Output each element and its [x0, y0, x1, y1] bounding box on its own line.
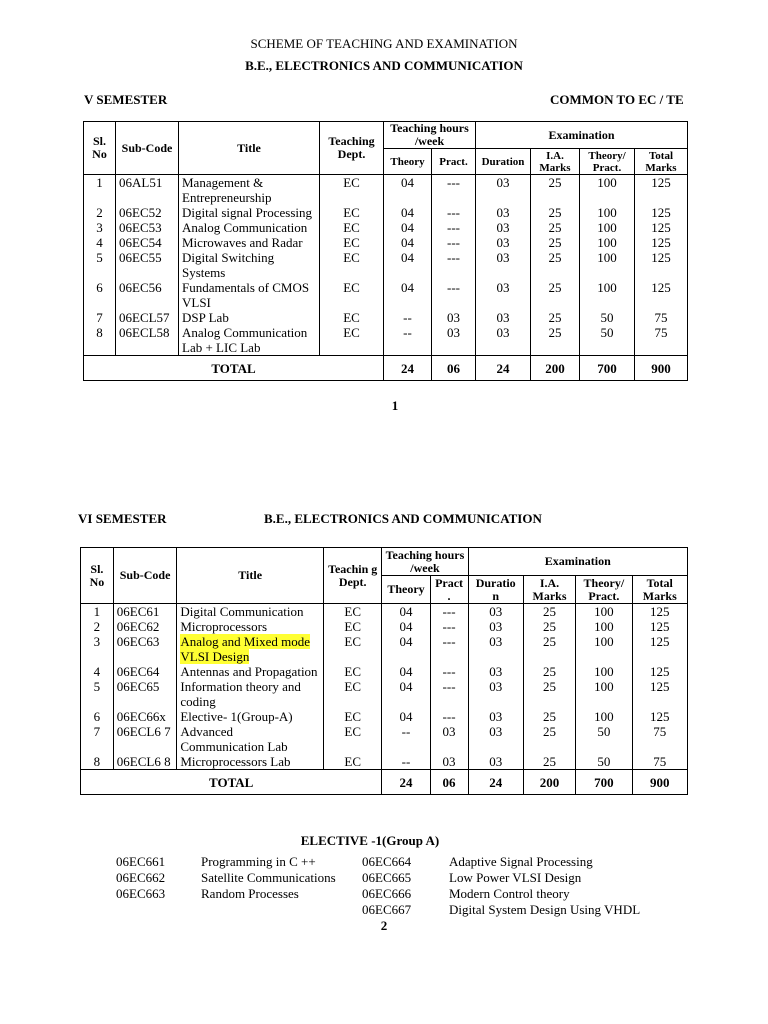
cell-code: 06EC66x [113, 709, 177, 724]
cell-code: 06EC63 [113, 634, 177, 664]
cell-ia: 25 [531, 175, 580, 206]
branch-heading: B.E., ELECTRONICS AND COMMUNICATION [264, 511, 542, 526]
col-exam: Examination [468, 548, 687, 576]
cell-theory: 04 [384, 250, 432, 280]
elective-name: Programming in C ++ [201, 854, 316, 869]
common-label: COMMON TO EC / TE [550, 92, 684, 107]
cell-tp: 100 [576, 679, 632, 709]
cell-code: 06EC61 [113, 604, 177, 620]
cell-code: 06ECL6 7 [113, 724, 177, 754]
cell-dept: EC [323, 634, 381, 664]
col-pract: Pract. [432, 149, 476, 175]
cell-tp: 100 [580, 205, 635, 220]
col-tp: Theory/ Pract. [576, 576, 632, 604]
cell-pract: --- [432, 250, 476, 280]
page-number: 1 [391, 398, 399, 413]
cell-title: Management & Entrepreneurship [179, 175, 320, 206]
list-item [116, 870, 336, 886]
cell-tp: 100 [580, 235, 635, 250]
elective-code: 06EC664 [362, 854, 412, 869]
col-total: Total Marks [635, 149, 688, 175]
elective-list-right [362, 854, 640, 918]
cell-dept: EC [320, 235, 384, 250]
elective-code: 06EC665 [362, 870, 412, 885]
cell-ia: 25 [531, 280, 580, 310]
cell-dept: EC [323, 679, 381, 709]
cell-code: 06EC56 [116, 280, 179, 310]
table-row [81, 709, 688, 724]
elective-name: Adaptive Signal Processing [449, 854, 593, 869]
cell-duration: 03 [468, 664, 523, 679]
cell-dept: EC [323, 604, 381, 620]
total-theory: 24 [382, 770, 430, 795]
col-title: Title [179, 122, 320, 175]
cell-total: 125 [632, 604, 687, 620]
semester-6-table [80, 547, 688, 795]
cell-pract: 03 [430, 724, 468, 754]
col-theory: Theory [384, 149, 432, 175]
cell-duration: 03 [476, 325, 531, 356]
table-row [84, 310, 688, 325]
cell-total: 75 [632, 754, 687, 770]
col-hours: Teaching hours /week [382, 548, 468, 576]
col-ia: I.A. Marks [523, 576, 575, 604]
semester-5-table [83, 121, 688, 381]
cell-sl: 7 [81, 724, 114, 754]
col-dept: Teaching Dept. [320, 122, 384, 175]
cell-theory: 04 [382, 619, 430, 634]
cell-pract: --- [430, 604, 468, 620]
cell-duration: 03 [476, 220, 531, 235]
cell-duration: 03 [476, 280, 531, 310]
cell-total: 125 [635, 280, 688, 310]
list-item [116, 886, 336, 902]
cell-title: Microwaves and Radar [179, 235, 320, 250]
table-row [84, 325, 688, 356]
cell-dept: EC [320, 250, 384, 280]
col-tp: Theory/ Pract. [580, 149, 635, 175]
cell-total: 125 [635, 175, 688, 206]
total-tp: 700 [580, 356, 635, 381]
cell-sl: 5 [81, 679, 114, 709]
col-code: Sub-Code [113, 548, 177, 604]
cell-ia: 25 [531, 205, 580, 220]
cell-pract: --- [432, 175, 476, 206]
table-row [84, 280, 688, 310]
highlighted-title: Analog and Mixed mode VLSI Design [180, 634, 310, 664]
col-dept: Teachin g Dept. [323, 548, 381, 604]
elective-name: Random Processes [201, 886, 299, 901]
list-item [362, 886, 640, 902]
cell-duration: 03 [476, 310, 531, 325]
cell-title: Antennas and Propagation [177, 664, 324, 679]
cell-tp: 100 [576, 664, 632, 679]
table-row [81, 679, 688, 709]
cell-duration: 03 [476, 235, 531, 250]
table-row [84, 250, 688, 280]
cell-theory: -- [382, 724, 430, 754]
elective-name: Low Power VLSI Design [449, 870, 582, 885]
elective-code: 06EC666 [362, 886, 412, 901]
list-item [362, 870, 640, 886]
cell-title: Information theory and coding [177, 679, 324, 709]
cell-title: DSP Lab [179, 310, 320, 325]
cell-ia: 25 [523, 754, 575, 770]
branch-heading: B.E., ELECTRONICS AND COMMUNICATION [245, 58, 523, 73]
cell-code: 06EC53 [116, 220, 179, 235]
cell-tp: 50 [580, 325, 635, 356]
elective-code: 06EC663 [116, 886, 166, 901]
cell-pract: 03 [430, 754, 468, 770]
cell-total: 125 [635, 220, 688, 235]
total-marks: 900 [635, 356, 688, 381]
table-row [81, 754, 688, 770]
cell-pract: --- [430, 664, 468, 679]
cell-theory: 04 [382, 709, 430, 724]
cell-sl: 2 [81, 619, 114, 634]
cell-title: Microprocessors [177, 619, 324, 634]
cell-total: 125 [632, 634, 687, 664]
elective-list-left [116, 854, 336, 902]
cell-dept: EC [320, 325, 384, 356]
total-ia: 200 [523, 770, 575, 795]
total-theory: 24 [384, 356, 432, 381]
cell-code: 06EC54 [116, 235, 179, 250]
cell-sl: 8 [84, 325, 116, 356]
cell-duration: 03 [476, 205, 531, 220]
cell-duration: 03 [476, 175, 531, 206]
cell-title: Digital Switching Systems [179, 250, 320, 280]
cell-sl: 4 [81, 664, 114, 679]
total-pract: 06 [432, 356, 476, 381]
col-total: Total Marks [632, 576, 687, 604]
total-label: TOTAL [84, 356, 384, 381]
cell-duration: 03 [468, 724, 523, 754]
cell-dept: EC [323, 709, 381, 724]
table-row [81, 604, 688, 620]
elective-name: Modern Control theory [449, 886, 570, 901]
semester-label: V SEMESTER [84, 92, 168, 107]
cell-dept: EC [323, 664, 381, 679]
total-duration: 24 [468, 770, 523, 795]
table-row [84, 175, 688, 206]
cell-dept: EC [320, 205, 384, 220]
cell-ia: 25 [523, 724, 575, 754]
col-hours: Teaching hours /week [384, 122, 476, 149]
col-exam: Examination [476, 122, 688, 149]
cell-tp: 100 [576, 619, 632, 634]
cell-sl: 3 [81, 634, 114, 664]
cell-code: 06ECL58 [116, 325, 179, 356]
cell-sl: 6 [84, 280, 116, 310]
total-pract: 06 [430, 770, 468, 795]
cell-pract: --- [432, 205, 476, 220]
cell-title: Analog Communication Lab + LIC Lab [179, 325, 320, 356]
cell-theory: 04 [384, 205, 432, 220]
cell-total: 125 [632, 679, 687, 709]
col-sl: Sl. No [84, 122, 116, 175]
col-duration: Duration [476, 149, 531, 175]
cell-tp: 50 [576, 754, 632, 770]
elective-code: 06EC661 [116, 854, 166, 869]
cell-tp: 100 [580, 175, 635, 206]
cell-duration: 03 [468, 709, 523, 724]
cell-tp: 100 [580, 280, 635, 310]
cell-code: 06ECL6 8 [113, 754, 177, 770]
cell-total: 125 [632, 619, 687, 634]
cell-pract: 03 [432, 310, 476, 325]
cell-theory: 04 [382, 604, 430, 620]
cell-sl: 7 [84, 310, 116, 325]
cell-total: 125 [635, 250, 688, 280]
cell-pract: --- [432, 220, 476, 235]
cell-dept: EC [320, 310, 384, 325]
table-row [84, 205, 688, 220]
cell-duration: 03 [468, 634, 523, 664]
cell-total: 75 [635, 310, 688, 325]
cell-pract: 03 [432, 325, 476, 356]
cell-total: 75 [632, 724, 687, 754]
elective-code: 06EC662 [116, 870, 166, 885]
cell-tp: 100 [580, 220, 635, 235]
cell-title: Digital signal Processing [179, 205, 320, 220]
cell-duration: 03 [468, 679, 523, 709]
cell-theory: 04 [384, 175, 432, 206]
cell-total: 75 [635, 325, 688, 356]
cell-ia: 25 [523, 604, 575, 620]
col-code: Sub-Code [116, 122, 179, 175]
cell-total: 125 [632, 664, 687, 679]
cell-code: 06ECL57 [116, 310, 179, 325]
page-number: 2 [380, 918, 388, 933]
cell-theory: 04 [384, 235, 432, 250]
cell-total: 125 [632, 709, 687, 724]
cell-duration: 03 [468, 604, 523, 620]
semester-label: VI SEMESTER [78, 511, 167, 526]
cell-ia: 25 [523, 634, 575, 664]
table-row [81, 634, 688, 664]
cell-ia: 25 [523, 709, 575, 724]
col-ia: I.A. Marks [531, 149, 580, 175]
cell-dept: EC [323, 724, 381, 754]
table-row [84, 235, 688, 250]
cell-code: 06EC65 [113, 679, 177, 709]
cell-title: Analog Communication [179, 220, 320, 235]
elective-name: Digital System Design Using VHDL [449, 902, 641, 917]
cell-dept: EC [323, 754, 381, 770]
cell-ia: 25 [523, 664, 575, 679]
cell-duration: 03 [468, 619, 523, 634]
cell-tp: 100 [576, 604, 632, 620]
cell-total: 125 [635, 205, 688, 220]
cell-sl: 1 [84, 175, 116, 206]
cell-sl: 6 [81, 709, 114, 724]
cell-title [177, 634, 324, 664]
cell-dept: EC [320, 220, 384, 235]
cell-total: 125 [635, 235, 688, 250]
cell-tp: 50 [576, 724, 632, 754]
scheme-heading: SCHEME OF TEACHING AND EXAMINATION [250, 36, 518, 51]
table-row [81, 619, 688, 634]
cell-ia: 25 [523, 619, 575, 634]
cell-sl: 3 [84, 220, 116, 235]
cell-code: 06EC52 [116, 205, 179, 220]
cell-theory: 04 [382, 679, 430, 709]
total-tp: 700 [576, 770, 632, 795]
total-marks: 900 [632, 770, 687, 795]
total-row [81, 770, 688, 795]
cell-pract: --- [430, 709, 468, 724]
cell-pract: --- [432, 235, 476, 250]
list-item [116, 854, 336, 870]
cell-sl: 5 [84, 250, 116, 280]
total-ia: 200 [531, 356, 580, 381]
cell-duration: 03 [476, 250, 531, 280]
cell-tp: 50 [580, 310, 635, 325]
cell-code: 06AL51 [116, 175, 179, 206]
cell-theory: 04 [382, 634, 430, 664]
col-pract: Pract . [430, 576, 468, 604]
cell-title: Digital Communication [177, 604, 324, 620]
cell-code: 06EC62 [113, 619, 177, 634]
col-duration: Duratio n [468, 576, 523, 604]
cell-duration: 03 [468, 754, 523, 770]
cell-title: Advanced Communication Lab [177, 724, 324, 754]
cell-pract: --- [432, 280, 476, 310]
cell-pract: --- [430, 619, 468, 634]
cell-dept: EC [320, 175, 384, 206]
cell-dept: EC [323, 619, 381, 634]
col-theory: Theory [382, 576, 430, 604]
cell-title: Microprocessors Lab [177, 754, 324, 770]
cell-ia: 25 [531, 220, 580, 235]
cell-pract: --- [430, 634, 468, 664]
list-item [362, 902, 640, 918]
cell-ia: 25 [531, 325, 580, 356]
col-sl: Sl. No [81, 548, 114, 604]
total-duration: 24 [476, 356, 531, 381]
elective-title: ELECTIVE -1(Group A) [300, 833, 440, 848]
cell-ia: 25 [531, 250, 580, 280]
cell-ia: 25 [523, 679, 575, 709]
cell-sl: 8 [81, 754, 114, 770]
cell-sl: 4 [84, 235, 116, 250]
cell-dept: EC [320, 280, 384, 310]
cell-theory: 04 [384, 220, 432, 235]
cell-sl: 2 [84, 205, 116, 220]
cell-code: 06EC64 [113, 664, 177, 679]
cell-ia: 25 [531, 235, 580, 250]
cell-tp: 100 [576, 709, 632, 724]
cell-theory: -- [384, 325, 432, 356]
col-title: Title [177, 548, 324, 604]
table-row [81, 724, 688, 754]
table-row [81, 664, 688, 679]
list-item [362, 854, 640, 870]
cell-pract: --- [430, 679, 468, 709]
cell-theory: -- [384, 310, 432, 325]
cell-tp: 100 [576, 634, 632, 664]
total-row [84, 356, 688, 381]
total-label: TOTAL [81, 770, 382, 795]
table-row [84, 220, 688, 235]
cell-theory: 04 [382, 664, 430, 679]
elective-name: Satellite Communications [201, 870, 336, 885]
cell-tp: 100 [580, 250, 635, 280]
cell-sl: 1 [81, 604, 114, 620]
cell-ia: 25 [531, 310, 580, 325]
cell-code: 06EC55 [116, 250, 179, 280]
cell-theory: 04 [384, 280, 432, 310]
cell-theory: -- [382, 754, 430, 770]
cell-title: Fundamentals of CMOS VLSI [179, 280, 320, 310]
cell-title: Elective- 1(Group-A) [177, 709, 324, 724]
elective-code: 06EC667 [362, 902, 412, 917]
